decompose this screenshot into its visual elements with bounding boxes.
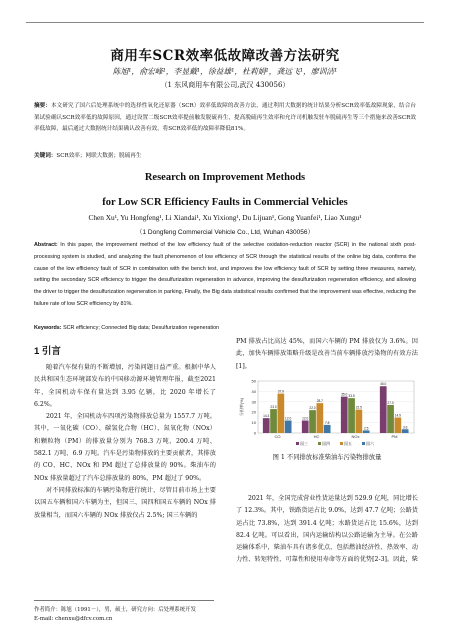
chinese-abstract-label: 摘要： — [34, 103, 52, 109]
legend-label: 国五 — [344, 441, 352, 446]
bar-data-label: 3.6 — [402, 425, 408, 430]
y-tick-label: 40 — [251, 388, 256, 394]
bar-data-label: 27.0 — [387, 400, 394, 405]
bar — [263, 418, 270, 433]
bar — [380, 386, 387, 433]
english-authors: Chen Xu¹, Yu Hongfeng¹, Li Xiandai¹, Xu Yixiong¹, Du Lijuan¹, Gong Yuanfei¹, Liao Xungu¹ — [88, 213, 362, 222]
bar — [387, 405, 394, 433]
bar — [324, 425, 331, 433]
y-axis-label: 分担率(%) — [239, 397, 244, 417]
legend-swatch — [340, 442, 343, 445]
chinese-title: 商用车SCR效率低故障改善方法研究 — [110, 48, 340, 64]
english-abstract-text: In this paper, the improvement method of the low efficiency fault of the selective oxidation-reduction reactor (SCR) in the national sixth post-processing system is studied, and analyzing the fault phenomenon of low efficiency of SCR through the statistical results of the online big data, confirms the cause of the low efficiency fault of SCR in combination with the bench test, and improves the low efficiency fault of SCR by setting three measures, namely, setting the secondary SCR efficiency to trigger the desulfurization regeneration in advance, improving the desulfurization regeneration efficiency, and allowing the driver to trigger the desulfurization regeneration in parking, Finally, the Big data statistical results confirmed that the improvement was effective, reducing the failure rate of low SCR efficiency by 81%. — [34, 242, 416, 307]
bar-data-label: 7.8 — [324, 420, 330, 425]
bar-data-label: 22.0 — [309, 406, 316, 411]
x-tick-label: PM — [391, 434, 398, 439]
chinese-abstract-text: 本文研究了国六后处理系统中的选择性氧化还原器（SCR）效率低故障的改善方法，通过利用大数据的统计结果分析SCR效率低故障现象，结合台架试验确认SCR效率低的故障原因，通过设置二级SCR效率提前触发脱硫再生，提高脱硫再生效率和允许司机触发驻车脱硫再生等三个措施来改善SCR效率低故障，最后通过大数据统计结果确认改善有效，将SCR效率低的故障率降低81%。 — [34, 103, 416, 132]
legend-swatch — [296, 442, 299, 445]
figure-1-chart — [236, 377, 418, 450]
legend-label: 国四 — [322, 441, 330, 446]
section-heading-introduction: 1 引言 — [34, 346, 61, 357]
left-column — [34, 362, 216, 522]
bar-data-label: 22.5 — [355, 405, 362, 410]
chinese-affiliation: （1 东风商用车有限公司,武汉 430056） — [160, 81, 290, 89]
bar — [402, 429, 409, 433]
bar — [356, 410, 363, 433]
y-tick-label: 20 — [251, 409, 256, 415]
author-bio: 作者简介：陈旭（1991－），男，硕士，研究方向：后处理系统开发 — [34, 607, 196, 613]
bar-data-label: 12.0 — [302, 416, 309, 421]
bar — [309, 410, 316, 433]
english-abstract — [34, 240, 416, 311]
bar — [278, 394, 285, 433]
bar-data-label: 45.0 — [380, 382, 387, 387]
y-tick-label: 10 — [251, 420, 256, 426]
chinese-keywords — [34, 151, 416, 163]
y-tick-label: 50 — [251, 378, 256, 384]
bar-data-label: 14.3 — [263, 414, 270, 419]
author-email: E-mail: chenxu@dfcv.com.cn — [34, 616, 113, 622]
bar-data-label: 12.0 — [285, 416, 292, 421]
bar-data-label: 2.5 — [363, 426, 369, 431]
header-rule — [26, 22, 424, 23]
legend-label: 国六 — [366, 441, 374, 446]
chinese-keywords-label: 关键词： — [34, 153, 57, 159]
chinese-authors: 陈旭¹，俞宏峰¹，李显戴¹，徐益雄¹，杜莉娟¹，龚远飞¹，廖训洁¹ — [112, 67, 338, 76]
paragraph: 2021 年，全国机动车四项污染物排放总量为 1557.7 万吨。其中，一氧化碳（CO）、碳氢化合物（HC）、氮氧化物（NOx）和颗粒物（PM）的排放量分别为 768.3 万吨、200.4 万吨、582.1 万吨、6.9 万吨。汽车是污染物排放的主要贡献者，其排放的 CO、HC、NOx 和 PM 超过了总排放量的 90%。柴油车的 NOx 排放量超过了汽车总排放量的 80%，PM 超过了 90%。 — [34, 413, 216, 482]
paragraph: PM 排放占比高达 45%，而国六车辆的 PM 排放仅为 3.6%。因此，加快车辆排放策略升级是改善当前车辆排放污染物的有效方法[1]。 — [236, 338, 418, 370]
english-keywords-text: SCR efficiency; Connected Big data; Desulfurization regeneration — [63, 325, 220, 331]
x-tick-label: CO — [274, 434, 281, 439]
bar — [395, 418, 402, 433]
chinese-abstract — [34, 101, 416, 136]
bar — [285, 421, 292, 433]
english-title-line2: for Low SCR Efficiency Faults in Commercial Vehicles — [102, 197, 348, 208]
paragraph: 对不同排放标准的车辆污染物进行统计，尽管目前市场上主要以国五车辆和国六车辆为主，但国三、国四和国五车辆的 NOx 排放量相当，而国六车辆的 NOx 排放仅占 2.5%; 国三车辆的 — [34, 486, 216, 519]
english-title-line1: Research on Improvement Methods — [144, 172, 306, 183]
footnote-rule — [34, 600, 214, 601]
bar — [302, 421, 309, 433]
right-column-top — [236, 336, 418, 373]
bar-data-label: 23.0 — [270, 405, 277, 410]
y-tick-label: 0 — [253, 430, 256, 436]
legend-swatch — [318, 442, 321, 445]
bar — [341, 397, 348, 433]
paragraph: 随着汽车保有量的不断增加，污染问题日益严重。根据中华人民共和国生态环境部发布的中国移动源环境管理年报，截至2021年，全国机动车保有量达到 3.95 亿辆，比 2020 年增长了 6.2%。 — [34, 364, 216, 408]
x-tick-label: NOx — [351, 434, 360, 439]
bar-data-label: 14.9 — [394, 413, 401, 418]
paragraph: 2021 年，全国完成营业性货运量达到 529.9 亿吨，同比增长了 12.3%。其中，铁路货运占比 9.0%，达到 47.7 亿吨；公路货运占比 73.8%，达到 391.4 亿吨；水路货运占比 15.6%，达到 82.4 亿吨。可以看出，国内运输结构以公路运输为主导。在公路运输体系中，柴油车具有诸多优点，包括燃油经济性、热效率、动力性、转矩特性、可靠性和使用寿命等方面的优势[2-3]。因此，柴 — [236, 495, 418, 564]
figure-caption: 图 1 不同排放标准柴油车污染物排放量 — [272, 454, 382, 461]
bar-chart — [236, 377, 418, 450]
x-tick-label: HC — [313, 434, 320, 439]
english-keywords-label: Keywords: — [34, 325, 62, 331]
bar-data-label: 33.5 — [348, 394, 355, 399]
bar-data-label: 37.9 — [277, 389, 284, 394]
english-keywords — [34, 323, 416, 335]
bar — [270, 409, 277, 433]
english-abstract-label: Abstract: — [34, 242, 58, 248]
right-column-bottom — [236, 493, 418, 567]
bar-data-label: 35.0 — [341, 392, 348, 397]
y-tick-label: 30 — [251, 399, 256, 405]
bar — [317, 403, 324, 433]
bar-data-label: 28.7 — [316, 399, 323, 404]
bar — [363, 430, 370, 433]
legend-swatch — [362, 442, 365, 445]
chinese-keywords-text: SCR效率；网联大数据；脱硫再生 — [56, 153, 142, 159]
english-affiliation: （1 Dongfeng Commercial Vehicle Co., Ltd, Wuhan 430056） — [135, 229, 314, 236]
bar — [348, 398, 355, 433]
legend-label: 国三 — [300, 441, 308, 446]
